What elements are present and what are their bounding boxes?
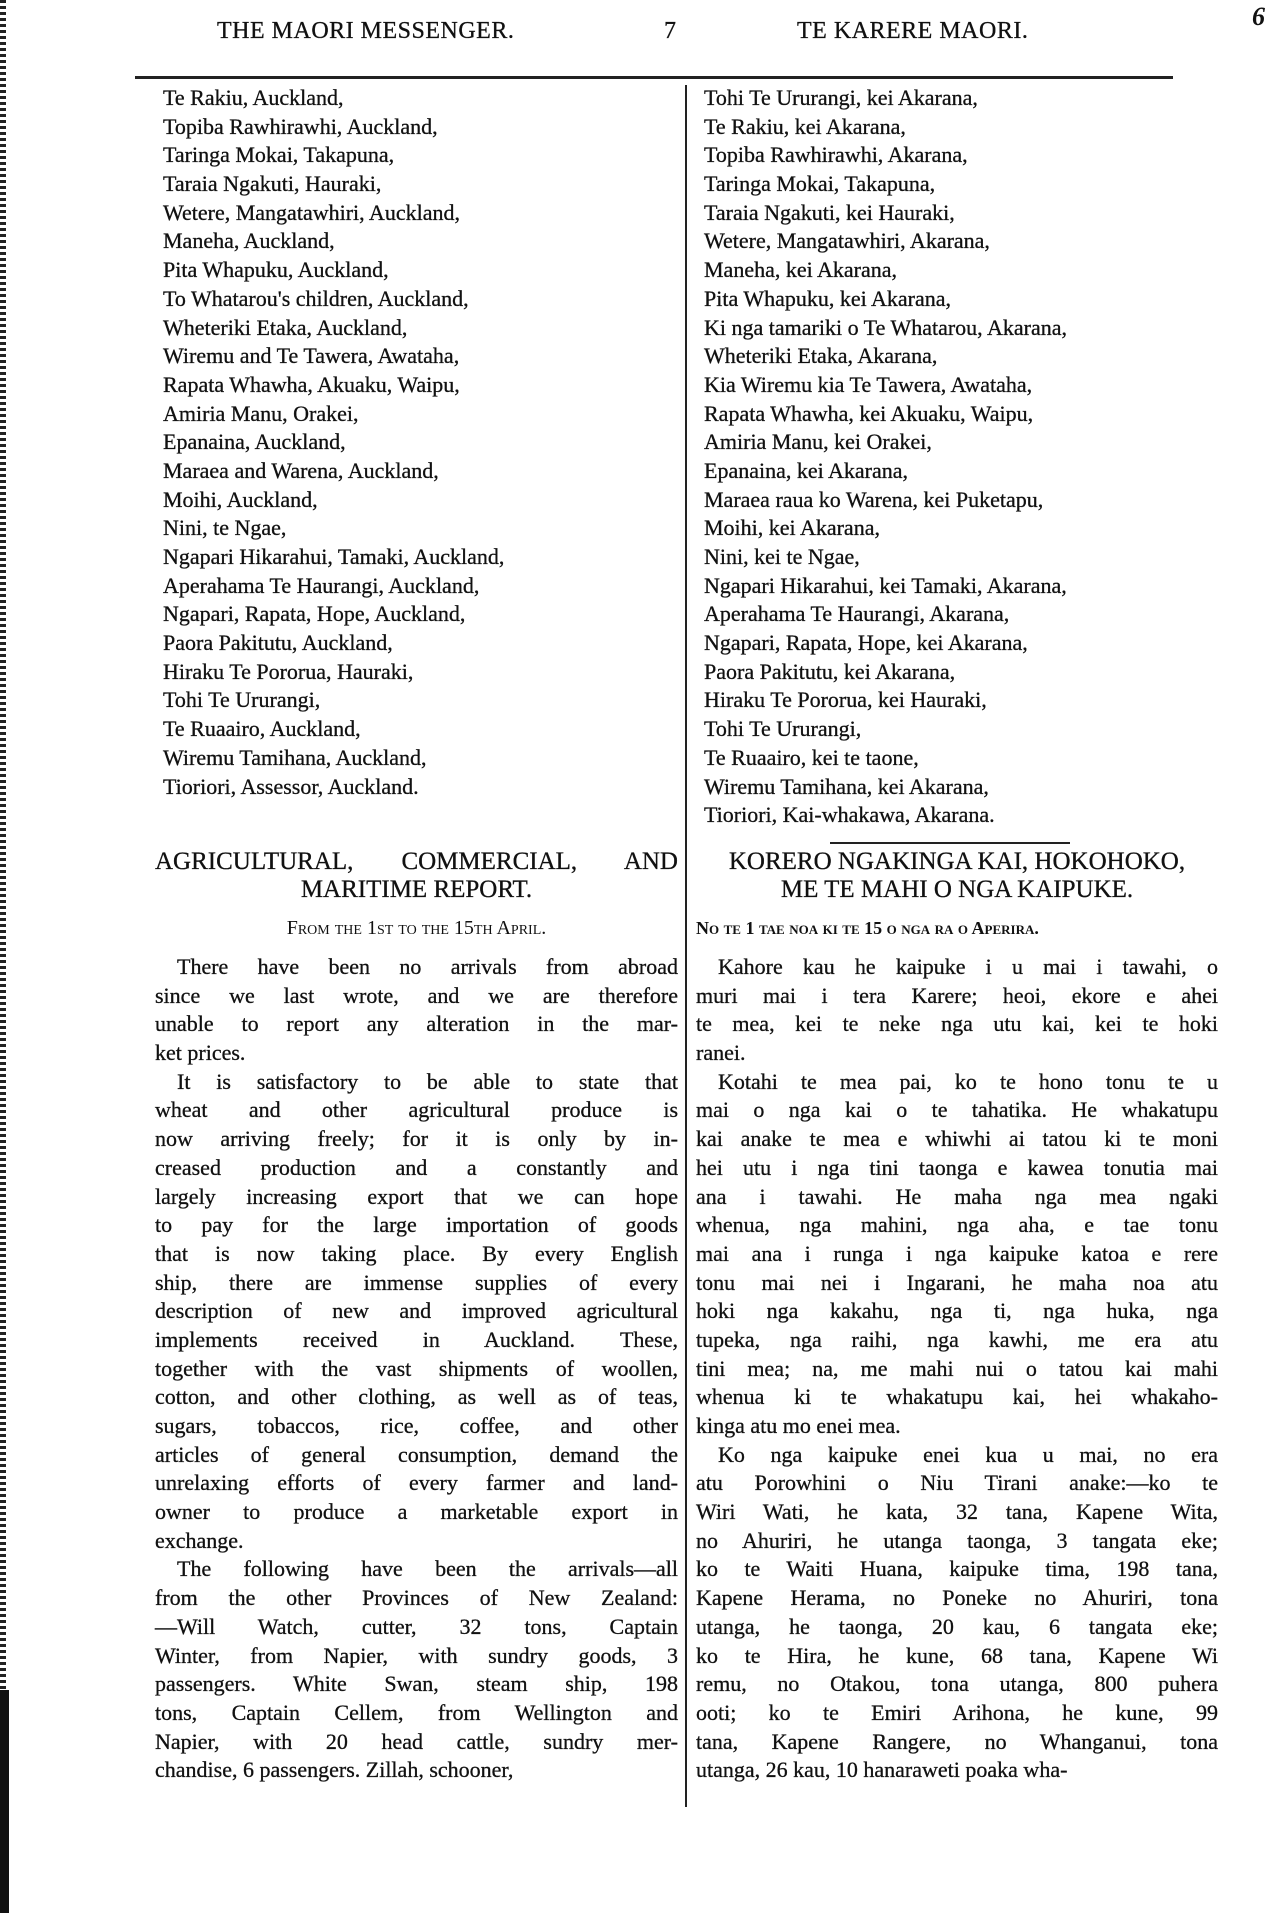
text-line: no Ahuriri, he utanga taonga, 3 tangata eke;	[696, 1527, 1218, 1553]
name-list-item: Epanaina, kei Akarana,	[704, 457, 909, 483]
name-list-item: Ngapari, Rapata, Hope, kei Akarana,	[704, 630, 1028, 656]
name-list-item: Kia Wiremu kia Te Tawera, Awataha,	[704, 371, 1033, 397]
text-line: sugars, tobaccos, rice, coffee, and other	[155, 1413, 678, 1438]
handwritten-page-mark: 6	[1252, 2, 1265, 31]
text-line: kinga atu mo enei mea.	[696, 1413, 901, 1438]
name-list-item: Tioriori, Assessor, Auckland.	[163, 773, 419, 799]
text-line: Kapene Herama, no Poneke no Ahuriri, tona	[696, 1585, 1218, 1611]
text-line: creased production and a constantly and	[155, 1154, 678, 1180]
name-list-item: Taringa Mokai, Takapuna,	[163, 142, 395, 168]
text-line: ooti; ko te Emiri Arihona, he kune, 99	[696, 1699, 1218, 1725]
text-line: hoki nga kakahu, nga ti, nga huka, nga	[696, 1298, 1218, 1324]
text-line: —Will Watch, cutter, 32 tons, Captain	[155, 1613, 678, 1639]
text-line: since we last wrote, and we are therefore	[155, 982, 678, 1008]
text-line: tini mea; na, me mahi nui o tatou kai mahi	[696, 1355, 1218, 1381]
name-list-item: Tohi Te Ururangi,	[704, 716, 862, 742]
name-list-item: Taringa Mokai, Takapuna,	[704, 171, 936, 197]
masthead-maori: TE KARERE MAORI.	[797, 18, 1029, 44]
name-list-item: Nini, te Ngae,	[163, 515, 287, 541]
name-list-item: Paora Pakitutu, kei Akarana,	[704, 658, 956, 684]
header-rule	[135, 76, 1173, 79]
name-list-item: Rapata Whawha, kei Akuaku, Waipu,	[704, 400, 1034, 426]
text-line: atu Porowhini o Niu Tirani anake:—ko te	[696, 1470, 1218, 1496]
text-line: largely increasing export that we can hope	[155, 1183, 678, 1209]
maori-name-list	[696, 84, 1218, 830]
name-list-item: Amiria Manu, kei Orakei,	[704, 429, 932, 455]
text-line: ko te Hira, he kune, 68 tana, Kapene Wi	[696, 1642, 1218, 1668]
heading-line: MARITIME REPORT.	[300, 876, 533, 903]
text-line: utanga, 26 kau, 10 hanaraweti poaka wha-	[696, 1757, 1068, 1783]
text-line: Ko nga kaipuke enei kua u mai, no era	[718, 1441, 1218, 1467]
text-line: cotton, and other clothing, as well as of teas,	[155, 1384, 678, 1410]
name-list-item: Paora Pakitutu, Auckland,	[163, 630, 393, 656]
name-list-item: Aperahama Te Haurangi, Auckland,	[163, 572, 480, 598]
paragraph	[155, 953, 678, 1068]
text-line: remu, no Otakou, tona utanga, 800 puhera	[696, 1671, 1218, 1697]
name-list-item: Moihi, kei Akarana,	[704, 515, 880, 541]
name-list-item: Topiba Rawhirawhi, Auckland,	[163, 113, 438, 139]
name-list-item: Wiremu Tamihana, Auckland,	[163, 744, 427, 770]
masthead-english: THE MAORI MESSENGER.	[217, 18, 515, 44]
text-line: Wiri Wati, he kata, 32 tana, Kapene Wita,	[696, 1499, 1218, 1525]
text-line: whenua ki te whakatupu kai, hei whakaho-	[696, 1384, 1218, 1410]
text-line: implements received in Auckland. These,	[155, 1326, 678, 1352]
name-list-item: Moihi, Auckland,	[163, 486, 318, 512]
name-list-item: Hiraku Te Pororua, Hauraki,	[163, 658, 414, 684]
name-list-item: Aperahama Te Haurangi, Akarana,	[704, 601, 1010, 627]
name-list-item: Ki nga tamariki o Te Whatarou, Akarana,	[704, 314, 1067, 340]
name-list-item: Ngapari Hikarahui, kei Tamaki, Akarana,	[704, 572, 1067, 598]
name-list-item: Epanaina, Auckland,	[163, 429, 346, 455]
text-line: te mea, kei te neke nga utu kai, kei te hoki	[696, 1011, 1218, 1037]
text-line: The following have been the arrivals—all	[177, 1556, 678, 1582]
english-name-list	[155, 84, 678, 801]
name-list-item: Wetere, Mangatawhiri, Auckland,	[163, 199, 460, 225]
text-line: There have been no arrivals from abroad	[177, 954, 678, 979]
text-line: Kahore kau he kaipuke i u mai i tawahi, o	[718, 954, 1218, 979]
page-edge-shadow	[0, 1690, 9, 1913]
text-line: to pay for the large importation of goods	[155, 1212, 678, 1238]
text-line: ship, there are immense supplies of every	[155, 1269, 678, 1295]
heading-line: KORERO NGAKINGA KAI, HOKOHOKO,	[728, 848, 1186, 875]
english-report-heading	[155, 848, 678, 904]
text-line: tons, Captain Cellem, from Wellington and	[155, 1699, 678, 1725]
section-rule	[830, 842, 1070, 844]
name-list-item: Ngapari, Rapata, Hope, Auckland,	[163, 601, 466, 627]
text-line: owner to produce a marketable export in	[155, 1499, 678, 1525]
text-line: now arriving freely; for it is only by in-	[155, 1126, 678, 1152]
maori-report-heading	[696, 848, 1218, 904]
text-line: that is now taking place. By every English	[155, 1240, 678, 1266]
name-list-item: Maraea raua ko Warena, kei Puketapu,	[704, 486, 1044, 512]
name-list-item: Maraea and Warena, Auckland,	[163, 457, 439, 483]
name-list-item: Wetere, Mangatawhiri, Akarana,	[704, 228, 990, 254]
text-line: kai anake te mea e whiwhi ai tatou ki te moni	[696, 1126, 1218, 1152]
text-line: utanga, he taonga, 20 kau, 6 tangata eke;	[696, 1613, 1218, 1639]
name-list-item: Nini, kei te Ngae,	[704, 544, 860, 569]
name-list-item: Rapata Whawha, Akuaku, Waipu,	[163, 371, 460, 397]
text-line: ket prices.	[155, 1040, 246, 1066]
text-line: ana i tawahi. He maha nga mea ngaki	[696, 1183, 1218, 1209]
text-line: from the other Provinces of New Zealand:	[155, 1585, 678, 1611]
name-list-item: Maneha, kei Akarana,	[704, 257, 898, 283]
text-line: Winter, from Napier, with sundry goods, 3	[155, 1642, 678, 1668]
heading-line: ME TE MAHI O NGA KAIPUKE.	[780, 876, 1134, 903]
paragraph	[155, 1555, 678, 1785]
text-line: Kotahi te mea pai, ko te hono tonu te u	[718, 1068, 1218, 1094]
name-list-item: Maneha, Auckland,	[163, 228, 335, 254]
english-report-body	[155, 953, 678, 1785]
name-list-item: Pita Whapuku, Auckland,	[163, 257, 389, 283]
name-list-item: Ngapari Hikarahui, Tamaki, Auckland,	[163, 544, 505, 569]
name-list-item: Tioriori, Kai-whakawa, Akarana.	[704, 802, 995, 828]
text-line: articles of general consumption, demand the	[155, 1441, 678, 1467]
text-line: unrelaxing efforts of every farmer and land-	[155, 1470, 678, 1496]
text-line: It is satisfactory to be able to state that	[177, 1068, 678, 1094]
text-line: chandise, 6 passengers. Zillah, schooner,	[155, 1757, 514, 1783]
name-list-item: Te Rakiu, kei Akarana,	[704, 113, 906, 139]
text-line: hei utu i nga tini taonga e kawea tonutia mai	[696, 1154, 1218, 1180]
name-list-item: Wheteriki Etaka, Akarana,	[704, 343, 938, 369]
name-list-item: Hiraku Te Pororua, kei Hauraki,	[704, 687, 987, 713]
english-date-range: From the 1st to the 15th April.	[286, 917, 547, 939]
text-line: passengers. White Swan, steam ship, 198	[155, 1671, 678, 1697]
text-line: tupeka, nga raihi, nga kawhi, me era atu	[696, 1326, 1218, 1352]
text-line: unable to report any alteration in the mar-	[155, 1011, 678, 1037]
text-line: Napier, with 20 head cattle, sundry mer-	[155, 1728, 678, 1754]
paragraph	[696, 953, 1218, 1068]
text-line: exchange.	[155, 1527, 244, 1553]
column-divider	[685, 85, 687, 1807]
name-list-item: To Whatarou's children, Auckland,	[163, 285, 469, 311]
name-list-item: Te Ruaairo, kei te taone,	[704, 744, 919, 770]
text-line: description of new and improved agricultural	[155, 1298, 678, 1324]
paragraph	[696, 1068, 1218, 1441]
page-number: 7	[664, 18, 677, 44]
name-list-item: Pita Whapuku, kei Akarana,	[704, 285, 952, 311]
text-line: mai ana i runga i nga kaipuke katoa e rere	[696, 1240, 1218, 1266]
text-line: mai o nga kai o te tahatika. He whakatupu	[696, 1097, 1218, 1123]
text-line: whenua, nga mahini, nga aha, e tae tonu	[696, 1212, 1218, 1238]
name-list-item: Tohi Te Ururangi, kei Akarana,	[704, 85, 978, 110]
text-line: ranei.	[696, 1040, 746, 1066]
name-list-item: Tohi Te Ururangi,	[163, 687, 321, 713]
name-list-item: Wiremu and Te Tawera, Awataha,	[163, 343, 460, 369]
text-line: muri mai i tera Karere; heoi, ekore e ahei	[696, 982, 1218, 1008]
name-list-item: Wheteriki Etaka, Auckland,	[163, 314, 408, 340]
heading-line: AGRICULTURAL, COMMERCIAL, AND	[155, 848, 678, 875]
paragraph	[155, 1068, 678, 1556]
text-line: ko te Waiti Huana, kaipuke tima, 198 tana,	[696, 1556, 1218, 1582]
text-line: together with the vast shipments of woollen,	[155, 1355, 678, 1381]
text-line: wheat and other agricultural produce is	[155, 1097, 678, 1123]
text-line: tonu mai nei i Ingarani, he maha noa atu	[696, 1269, 1218, 1295]
name-list-item: Taraia Ngakuti, Hauraki,	[163, 171, 382, 197]
name-list-item: Wiremu Tamihana, kei Akarana,	[704, 773, 989, 799]
name-list-item: Topiba Rawhirawhi, Akarana,	[704, 142, 968, 168]
paragraph	[696, 1441, 1218, 1785]
name-list-item: Te Rakiu, Auckland,	[163, 85, 344, 110]
maori-date-range: No te 1 tae noa ki te 15 o nga ra o Aperira.	[696, 918, 1039, 938]
name-list-item: Te Ruaairo, Auckland,	[163, 716, 361, 742]
page-edge	[0, 0, 6, 1913]
text-line: tana, Kapene Rangere, no Whanganui, tona	[696, 1728, 1218, 1754]
name-list-item: Amiria Manu, Orakei,	[163, 400, 359, 426]
name-list-item: Taraia Ngakuti, kei Hauraki,	[704, 199, 955, 225]
maori-report-body	[696, 953, 1218, 1785]
